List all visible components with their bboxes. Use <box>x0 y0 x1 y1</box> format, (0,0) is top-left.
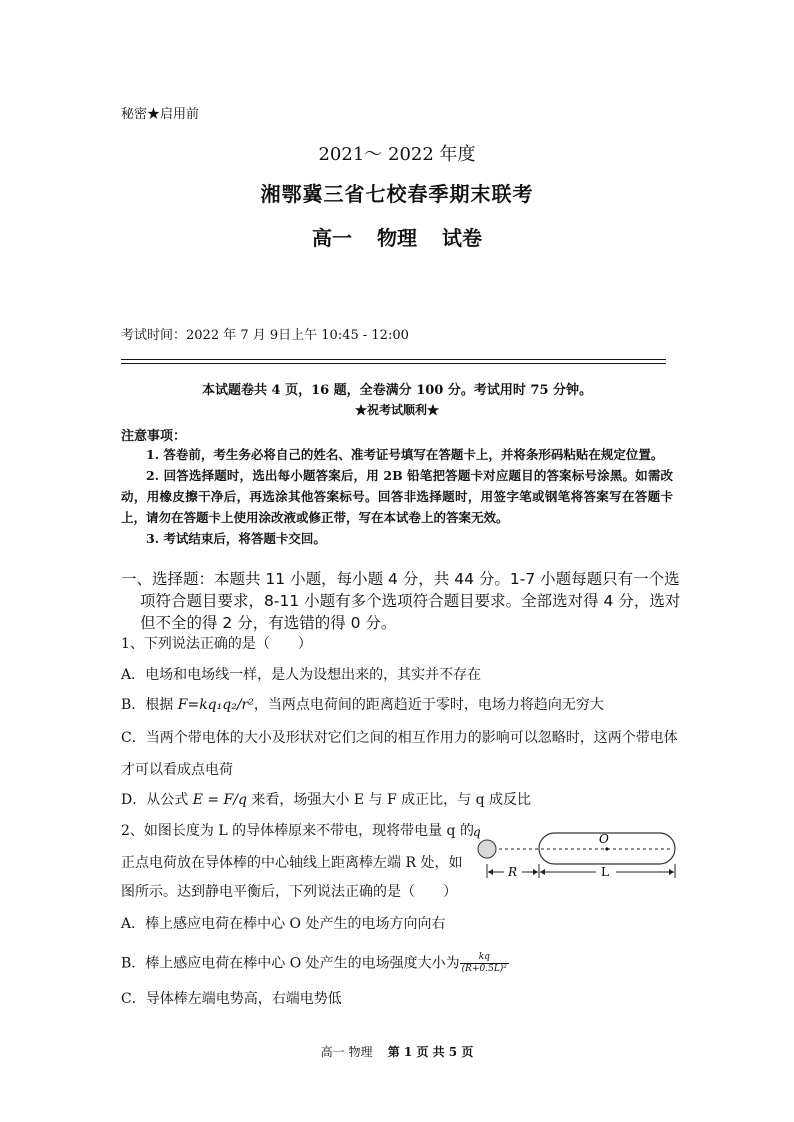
question-2-stem-line-2: 正点电荷放在导体棒的中心轴线上距离棒左端 R 处，如 <box>121 855 463 871</box>
field-fraction <box>460 952 509 975</box>
footer-subject: 高一 物理 <box>320 1045 373 1059</box>
question-1-option-c: C．当两个带电体的大小及形状对它们之间的相互作用力的影响可以忽略时，这两个带电体 <box>121 730 678 746</box>
option-d-suffix: 来看，场强大小 E 与 F 成正比，与 q 成反比 <box>246 792 531 808</box>
point-charge <box>478 840 496 858</box>
page-footer <box>0 1043 794 1060</box>
center-label: O <box>599 832 609 846</box>
length-label: L <box>601 865 609 879</box>
option-b-suffix: ，当两点电荷间的距离趋近于零时，电场力将趋向无穷大 <box>253 697 604 713</box>
question-1-option-a: A．电场和电场线一样，是人为设想出来的，其实并不存在 <box>121 667 482 683</box>
charge-label: q <box>473 825 481 839</box>
confidential-mark: 秘密★启用前 <box>121 107 200 122</box>
option-b-prefix: B．根据 <box>121 697 178 713</box>
good-luck-line: ★祝考试顺利★ <box>354 403 439 417</box>
fraction-denominator: (R+0.5L)² <box>461 964 507 974</box>
fraction-numerator: kq <box>460 952 509 964</box>
question-2-stem-line-3: 图所示。达到静电平衡后，下列说法正确的是（ ） <box>121 884 457 900</box>
exam-title: 湘鄂冀三省七校春季期末联考 <box>260 182 534 206</box>
header-divider-top <box>121 359 666 360</box>
question-1-stem: 1、下列说法正确的是（ ） <box>121 636 312 652</box>
question-2-option-a: A．棒上感应电荷在棒中心 O 处产生的电场方向向右 <box>121 916 446 932</box>
notice-list <box>121 444 673 549</box>
notice-heading: 注意事项： <box>121 429 187 444</box>
conductor-rod-figure <box>468 820 693 885</box>
question-2-stem-line-1: 2、如图长度为 L 的导体棒原来不带电，现将带电量 q 的 <box>121 823 474 839</box>
section-heading-lead: 一、选择题：本题共 11 小题，每小题 4 分，共 44 分。1-7 小题每题只有一个选 <box>121 570 680 588</box>
r-arrow-left <box>488 869 493 875</box>
question-1-option-d <box>121 789 531 809</box>
section-heading <box>121 568 683 634</box>
option-b-text: B．棒上感应电荷在棒中心 O 处产生的电场强度大小为 <box>121 955 460 972</box>
exam-subject: 高一 物理 试卷 <box>312 226 482 250</box>
rod-center-point <box>605 847 608 850</box>
notice-item: 1. 答卷前，考生务必将自己的姓名、准考证号填写在答题卡上，并将条形码粘贴在规定位置。 <box>146 447 664 462</box>
r-arrow-right <box>533 869 538 875</box>
distance-label: R <box>508 865 518 879</box>
footer-page-number: 第 1 页 共 5 页 <box>387 1045 474 1059</box>
question-2-option-c: C．导体棒左端电势高，右端电势低 <box>121 991 342 1007</box>
section-heading-rest: 项符合题目要求，8-11 小题有多个选项符合题目要求。全部选对得 4 分，选对但不全的得 2 分，有选错的得 0 分。 <box>140 592 681 632</box>
option-d-prefix: D．从公式 <box>121 792 193 808</box>
notice-item: 2. 回答选择题时，选出每小题答案后，用 2B 铅笔把答题卡对应题目的答案标号涂黑。如需改动，用橡皮擦干净后，再选涂其他答案标号。回答非选择题时，用签字笔或钢笔将答案写在答题卡上，请勿在答题卡上使用涂改液或修正带，写在本试卷上的答案无效。 <box>121 468 673 525</box>
academic-year: 2021～ 2022 年度 <box>318 144 476 165</box>
exam-time: 考试时间：2022 年 7 月 9日上午 10:45 - 12:00 <box>121 328 409 343</box>
l-arrow-left <box>540 869 545 875</box>
coulomb-formula: F=kq₁q₂/r² <box>177 697 254 713</box>
question-1-option-b <box>121 694 604 714</box>
l-arrow-right <box>669 869 674 875</box>
question-2-option-b <box>121 952 509 975</box>
notice-item: 3. 考试结束后，将答题卡交回。 <box>146 531 326 546</box>
question-1-option-c-continued: 才可以看成点电荷 <box>121 762 233 778</box>
field-formula: E = F/q <box>192 792 247 808</box>
header-divider-bottom <box>121 363 666 364</box>
exam-summary: 本试题卷共 4 页，16 题，全卷满分 100 分。考试用时 75 分钟。 <box>201 383 593 398</box>
